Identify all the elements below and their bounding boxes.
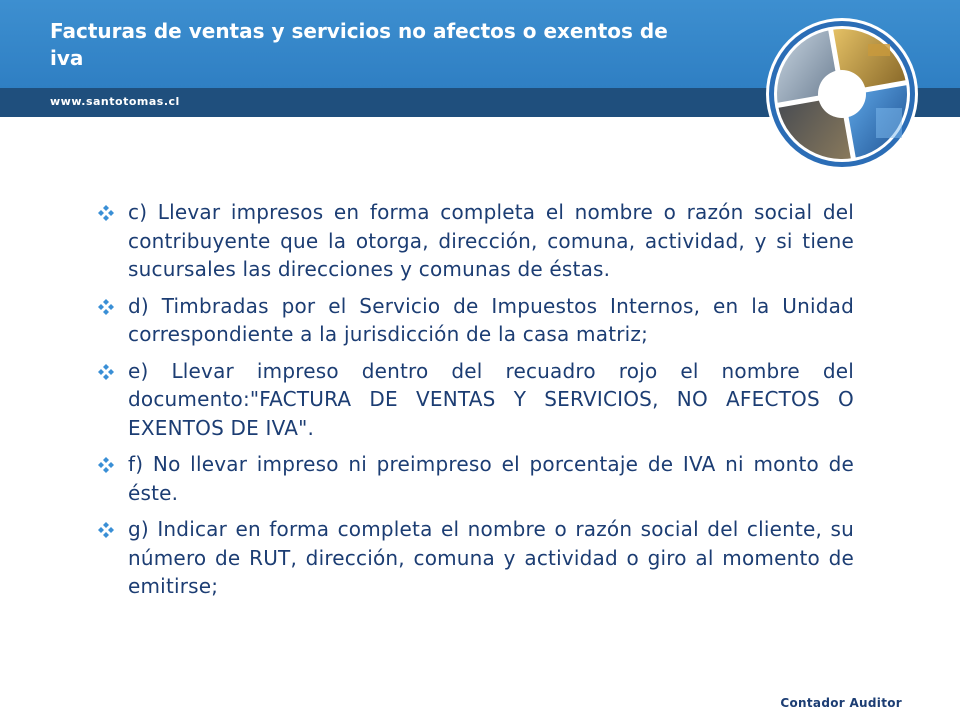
four-diamond-bullet-icon xyxy=(98,364,114,380)
slide-title: Facturas de ventas y servicios no afectos o exentos de iva xyxy=(50,19,668,70)
list-item xyxy=(96,198,854,284)
bullet-text: d) Timbradas por el Servicio de Impuestos Internos, en la Unidad correspondiente a la jurisdicción de la casa matriz; xyxy=(128,293,854,346)
bullet-text: f) No llevar impreso ni preimpreso el porcentaje de IVA ni monto de éste. xyxy=(128,452,854,505)
bullet-list xyxy=(96,198,854,609)
four-diamond-bullet-icon xyxy=(98,205,114,221)
list-item xyxy=(96,515,854,601)
list-item xyxy=(96,292,854,349)
list-item xyxy=(96,450,854,507)
list-item xyxy=(96,357,854,443)
bullet-text: g) Indicar en forma completa el nombre o razón social del cliente, su número de RUT, dirección, comuna y actividad o giro al momento de emitirse; xyxy=(128,517,854,598)
four-diamond-bullet-icon xyxy=(98,457,114,473)
footer-label: Contador Auditor xyxy=(780,696,902,710)
circle-photo-logo xyxy=(764,16,920,172)
bullet-text: c) Llevar impresos en forma completa el nombre o razón social del contribuyente que la otorga, dirección, comuna, actividad, y si tiene sucursales las direcciones y comunas de éstas. xyxy=(128,200,854,281)
four-diamond-bullet-icon xyxy=(98,522,114,538)
bullet-text: e) Llevar impreso dentro del recuadro rojo el nombre del documento:"FACTURA DE VENTAS Y SERVICIOS, NO AFECTOS O EXENTOS DE IVA". xyxy=(128,358,854,440)
four-diamond-bullet-icon xyxy=(98,299,114,315)
website-url: www.santotomas.cl xyxy=(50,95,180,108)
